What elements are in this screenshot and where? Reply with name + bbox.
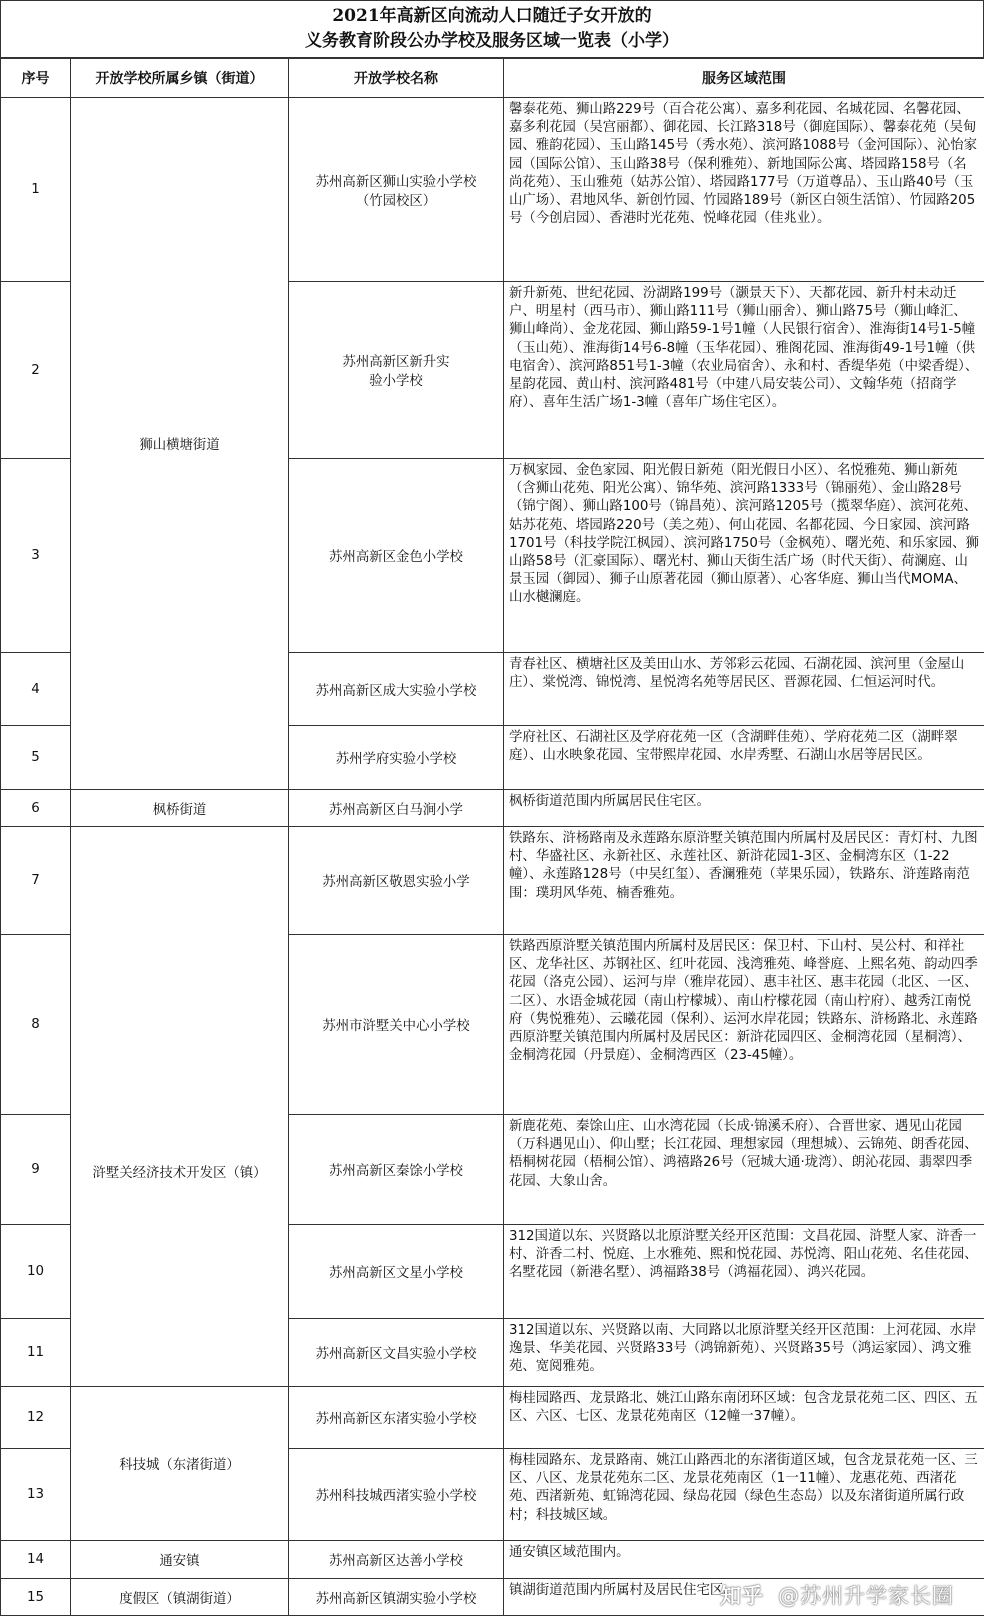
service-area: 新鹿花苑、秦馀山庄、山水湾花园（长成·锦溪禾府）、合晋世家、遇见山花园（万科遇见山）、仰山墅；长江花园、理想家园（理想城）、云锦苑、朗香花园、梧桐树花园（梧桐公馆）、鸿禧路26号（冠城大通·珑湾）、朗沁花园、翡翠四季花园、大象山舍。 xyxy=(504,1115,984,1225)
title-line-2: 义务教育阶段公办学校及服务区域一览表（小学） xyxy=(305,31,679,51)
document-title xyxy=(0,0,984,58)
table-row xyxy=(1,98,984,282)
town-cell: 度假区（镇湖街道） xyxy=(71,1579,289,1616)
service-area: 学府社区、石湖社区及学府花苑一区（含湖畔佳苑）、学府花苑二区（湖畔翠庭）、山水映象花园、宝带熙岸花园、水岸秀墅、石湖山水居等居民区。 xyxy=(504,726,984,790)
table-row xyxy=(1,1387,984,1449)
header-area: 服务区域范围 xyxy=(504,59,984,98)
school-name: 苏州高新区达善小学校 xyxy=(289,1541,504,1579)
service-area: 新升新苑、世纪花园、汾湖路199号（灏景天下）、天都花园、新升村未动迁户、明星村（西马市）、狮山路111号（狮山丽舍）、狮山路75号（狮山峰汇、狮山峰尚）、金龙花园、狮山路59-1号1幢（人民银行宿舍）、淮海街14号1-5幢（玉山苑）、淮海街14号6-8幢（玉华花园）、雅阁花园、淮海街49-1号1幢（供电宿舍）、滨河路851号1-3幢（农业局宿舍）、永和村、香缇华苑（中梁香缇）、星韵花园、黄山村、滨河路481号（中建八局安装公司）、文翰华苑（招商学府）、喜年生活广场1-3幢（喜年广场住宅区）。 xyxy=(504,282,984,459)
service-area: 通安镇区域范围内。 xyxy=(504,1541,984,1579)
service-area: 铁路西原浒墅关镇范围内所属村及居民区：保卫村、下山村、吴公村、和祥社区、龙华社区、苏钢社区、红叶花园、浅湾雅苑、峰誉庭、上熙名苑、韵动四季花园（洛克公园）、运河与岸（雅岸花园）、惠丰社区、惠丰花园（北区、一区、二区）、水语金城花园（南山柠檬城）、南山柠檬花园（南山柠府）、越秀江南悦府（隽悦雅苑）、云曦花园（保利）、运河水岸花园；铁路东、浒杨路北、永莲路西原浒墅关镇范围内所属村及居民区：新浒花园四区、金桐湾花园（星桐湾）、金桐湾花园（丹景庭）、金桐湾西区（23-45幢）。 xyxy=(504,935,984,1115)
row-seq: 8 xyxy=(1,935,71,1115)
school-name: 苏州高新区白马涧小学 xyxy=(289,790,504,827)
service-area: 万枫家园、金色家园、阳光假日新苑（阳光假日小区）、名悦雅苑、狮山新苑（含狮山花苑、阳光公寓）、锦华苑、滨河路1333号（锦丽苑）、金山路28号（锦宁阁）、狮山路100号（锦昌苑）、滨河路1205号（揽翠华庭）、滨河花苑、姑苏花苑、塔园路220号（美之苑）、何山花园、名都花园、今日家园、滨河路1701号（科技学院江枫园）、滨河路1750号（金枫苑）、曙光苑、和乐家园、狮山路58号（汇豪国际）、曙光村、狮山天街生活广场（时代天街）、荷澜庭、山景玉园（御园）、狮子山原著花园（狮山原著）、心客华庭、狮山当代MOMA、山水樾澜庭。 xyxy=(504,459,984,653)
school-name: 苏州高新区秦馀小学校 xyxy=(289,1115,504,1225)
row-seq: 9 xyxy=(1,1115,71,1225)
school-name: 苏州高新区文昌实验小学校 xyxy=(289,1319,504,1387)
header-seq: 序号 xyxy=(1,59,71,98)
service-area: 312国道以东、兴贤路以北原浒墅关经开区范围：文昌花园、浒墅人家、浒香一村、浒香二村、悦庭、上水雅苑、熙和悦花园、苏悦湾、阳山花苑、名佳花园、名墅花园（新港名墅）、鸿福路38号（鸿福花园）、鸿兴花园。 xyxy=(504,1225,984,1319)
school-table xyxy=(0,58,984,1616)
service-area: 312国道以东、兴贤路以南、大同路以北原浒墅关经开区范围：上河花园、水岸逸景、华美花园、兴贤路33号（鸿锦新苑）、兴贤路35号（鸿运家园）、鸿文雅苑、宽阅雅苑。 xyxy=(504,1319,984,1387)
row-seq: 13 xyxy=(1,1449,71,1541)
school-name: 苏州高新区金色小学校 xyxy=(289,459,504,653)
school-name: 苏州市浒墅关中心小学校 xyxy=(289,935,504,1115)
school-name: 苏州高新区东渚实验小学校 xyxy=(289,1387,504,1449)
school-name: 苏州高新区文星小学校 xyxy=(289,1225,504,1319)
service-area: 馨泰花苑、狮山路229号（百合花公寓）、嘉多利花园、名城花园、名馨花园、嘉多利花园（吴宫丽都）、御花园、长江路318号（御庭国际）、馨泰花苑（吴甸园、雅韵花园）、玉山路145号（秀水苑）、滨河路1088号（金河国际）、沁怡家园（国际公馆）、玉山路38号（保利雅苑）、新地国际公寓、塔园路158号（名尚花苑）、玉山雅苑（姑苏公馆）、塔园路177号（万道尊品）、玉山路40号（玉山广场）、君地风华、新创竹园、竹园路189号（新区白领生活馆）、竹园路205号（今创启园）、香港时光花苑、悦峰花园（佳兆业）。 xyxy=(504,98,984,282)
row-seq: 6 xyxy=(1,790,71,827)
row-seq: 10 xyxy=(1,1225,71,1319)
school-name: 苏州高新区狮山实验小学校（竹园校区） xyxy=(289,98,504,282)
table-row xyxy=(1,827,984,935)
row-seq: 5 xyxy=(1,726,71,790)
service-area: 梅桂园路西、龙景路北、姚江山路东南闭环区域：包含龙景花苑二区、四区、五区、六区、七区、龙景花苑南区（12幢一37幢）。 xyxy=(504,1387,984,1449)
title-line-1: 2021年高新区向流动人口随迁子女开放的 xyxy=(332,6,652,26)
town-cell: 浒墅关经济技术开发区（镇） xyxy=(71,827,289,1387)
town-cell: 通安镇 xyxy=(71,1541,289,1579)
table-row xyxy=(1,1541,984,1579)
school-name: 苏州学府实验小学校 xyxy=(289,726,504,790)
row-seq: 2 xyxy=(1,282,71,459)
row-seq: 7 xyxy=(1,827,71,935)
service-area: 梅桂园路东、龙景路南、姚江山路西北的东渚街道区域，包含龙景花苑一区、三区、八区、龙景花苑东二区、龙景花苑南区（1一11幢）、龙惠花苑、西渚花苑、西渚新苑、虹锦湾花园、绿岛花园（绿色生态岛）以及东渚街道所属行政村；科技城区域。 xyxy=(504,1449,984,1541)
row-seq: 14 xyxy=(1,1541,71,1579)
school-name: 苏州科技城西渚实验小学校 xyxy=(289,1449,504,1541)
header-school: 开放学校名称 xyxy=(289,59,504,98)
watermark xyxy=(720,1580,954,1610)
school-name: 苏州高新区敬恩实验小学 xyxy=(289,827,504,935)
header-town: 开放学校所属乡镇（街道） xyxy=(71,59,289,98)
school-name: 苏州高新区镇湖实验小学校 xyxy=(289,1579,504,1616)
service-area: 铁路东、浒杨路南及永莲路东原浒墅关镇范围内所属村及居民区：青灯村、九图村、华盛社区、永新社区、永莲社区、新浒花园1-3区、金桐湾东区（1-22幢）、永莲路128号（中吴红玺）、香澜雅苑（苹果乐园），铁路东、浒莲路南范围：璞玥风华苑、楠香雅苑。 xyxy=(504,827,984,935)
row-seq: 12 xyxy=(1,1387,71,1449)
school-name: 苏州高新区成大实验小学校 xyxy=(289,653,504,726)
town-cell: 枫桥街道 xyxy=(71,790,289,827)
town-cell: 狮山横塘街道 xyxy=(71,98,289,790)
table-row xyxy=(1,790,984,827)
town-cell: 科技城（东渚街道） xyxy=(71,1387,289,1541)
service-area: 枫桥街道范围内所属居民住宅区。 xyxy=(504,790,984,827)
row-seq: 1 xyxy=(1,98,71,282)
row-seq: 4 xyxy=(1,653,71,726)
row-seq: 3 xyxy=(1,459,71,653)
table-header-row xyxy=(1,59,984,98)
service-area: 青春社区、横塘社区及美田山水、芳邻彩云花园、石湖花园、滨河里（金屋山庄）、棠悦湾、锦悦湾、星悦湾名苑等居民区、晋源花园、仁恒运河时代。 xyxy=(504,653,984,726)
row-seq: 15 xyxy=(1,1579,71,1616)
watermark-text: @苏州升学家长圈 xyxy=(778,1584,954,1608)
school-name: 苏州高新区新升实验小学校 xyxy=(289,282,504,459)
row-seq: 11 xyxy=(1,1319,71,1387)
zhihu-logo: 知乎 xyxy=(720,1584,764,1608)
service-area: 镇湖街道范围内所属村及居民住宅区。 xyxy=(504,1579,984,1616)
